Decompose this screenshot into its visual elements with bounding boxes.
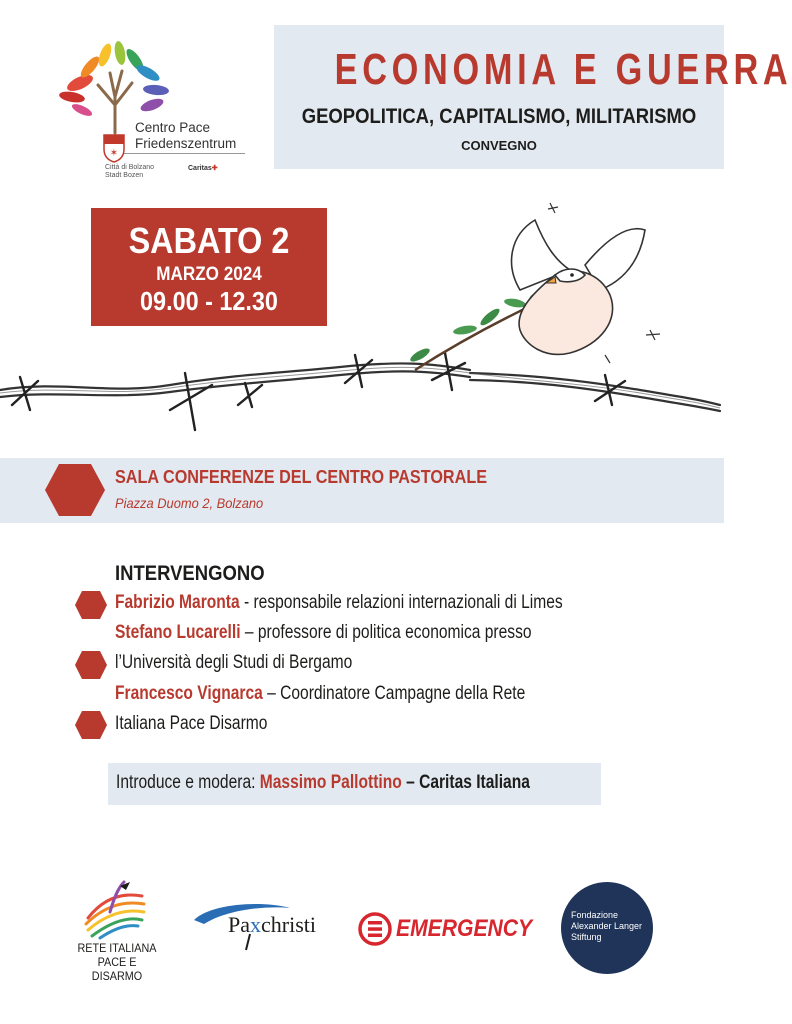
speaker-role: - responsabile relazioni internazionali di Limes: [239, 592, 563, 613]
venue-name: SALA CONFERENZE DEL CENTRO PASTORALE: [115, 467, 488, 487]
speaker-line: [115, 683, 525, 705]
svg-text:✶: ✶: [109, 148, 119, 159]
rete-name-line1: RETE ITALIANA: [77, 941, 157, 955]
event-day: SABATO 2: [128, 220, 290, 261]
hexagon-bullet-icon: [74, 590, 108, 620]
hexagon-bullet-icon: [74, 650, 108, 680]
speaker-name: Stefano Lucarelli: [115, 622, 241, 643]
event-date-panel: [91, 208, 327, 326]
city-shield-icon: [102, 133, 126, 163]
rete-name: [77, 941, 158, 983]
caritas-cross-icon: ✚: [211, 165, 218, 172]
caritas-label: Caritas: [188, 165, 212, 172]
event-subtitle: GEOPOLITICA, CAPITALISMO, MILITARISMO: [301, 105, 697, 128]
title-panel: [274, 25, 792, 169]
pax-part-a: Pa: [228, 912, 250, 937]
organizer-name: [135, 120, 236, 152]
rete-name-line2: PACE E DISARMO: [91, 955, 143, 983]
emergency-wordmark: EMERGENCY: [396, 915, 533, 942]
speaker-role: Italiana Pace Disarmo: [115, 713, 268, 734]
moderator-separator: –: [401, 772, 420, 793]
hexagon-bullet-icon: [44, 463, 106, 517]
centro-pace-logo: [60, 45, 260, 179]
pax-christi-wordmark: [228, 912, 316, 938]
emergency-logo: [358, 910, 543, 950]
speaker-role: – Coordinatore Campagne della Rete: [262, 683, 526, 704]
speaker-name: Fabrizio Maronta: [115, 592, 240, 613]
organizer-name-line2: Friedenszentrum: [135, 136, 237, 151]
moderator-line: [116, 772, 530, 794]
pax-part-c: christi: [261, 912, 316, 937]
rete-pace-disarmo-logo: [72, 878, 162, 983]
langer-name-line1: Fondazione: [571, 910, 619, 920]
rete-dove-icon: [80, 878, 150, 940]
event-time: 09.00 - 12.30: [140, 286, 278, 316]
moderator-name: Massimo Pallottino: [259, 772, 402, 793]
langer-name: [571, 910, 651, 943]
city-name-de: Stadt Bozen: [105, 172, 144, 179]
event-title: ECONOMIA E GUERRA: [334, 45, 792, 94]
city-name-it: Città di Bolzano: [105, 164, 155, 171]
moderator-prefix: Introduce e modera:: [116, 772, 260, 793]
city-name: [105, 164, 154, 180]
speaker-role: l’Università degli Studi di Bergamo: [115, 652, 353, 673]
hexagon-bullet-icon: [74, 710, 108, 740]
emergency-e-icon: [358, 912, 392, 946]
organizer-name-line1: Centro Pace: [135, 120, 211, 135]
moderator-org: Caritas Italiana: [419, 772, 530, 793]
speakers-heading: INTERVENGONO: [115, 562, 265, 585]
pax-part-b: x: [250, 912, 261, 937]
speaker-name: Francesco Vignarca: [115, 683, 263, 704]
speaker-role: – professore di politica economica presso: [240, 622, 532, 643]
langer-name-line3: Stiftung: [571, 932, 602, 942]
venue-address: Piazza Duomo 2, Bolzano: [115, 495, 264, 511]
speaker-line: [115, 713, 267, 735]
speaker-line: [115, 652, 352, 674]
langer-foundation-logo: [561, 882, 653, 974]
speaker-line: [115, 622, 532, 644]
caritas-mark: [188, 164, 218, 172]
pax-christi-logo: [190, 898, 325, 953]
logo-divider: [105, 153, 245, 154]
event-type: CONVEGNO: [461, 138, 537, 153]
langer-name-line2: Alexander Langer: [571, 921, 643, 931]
event-month: MARZO 2024: [156, 264, 262, 285]
speaker-line: [115, 592, 563, 614]
